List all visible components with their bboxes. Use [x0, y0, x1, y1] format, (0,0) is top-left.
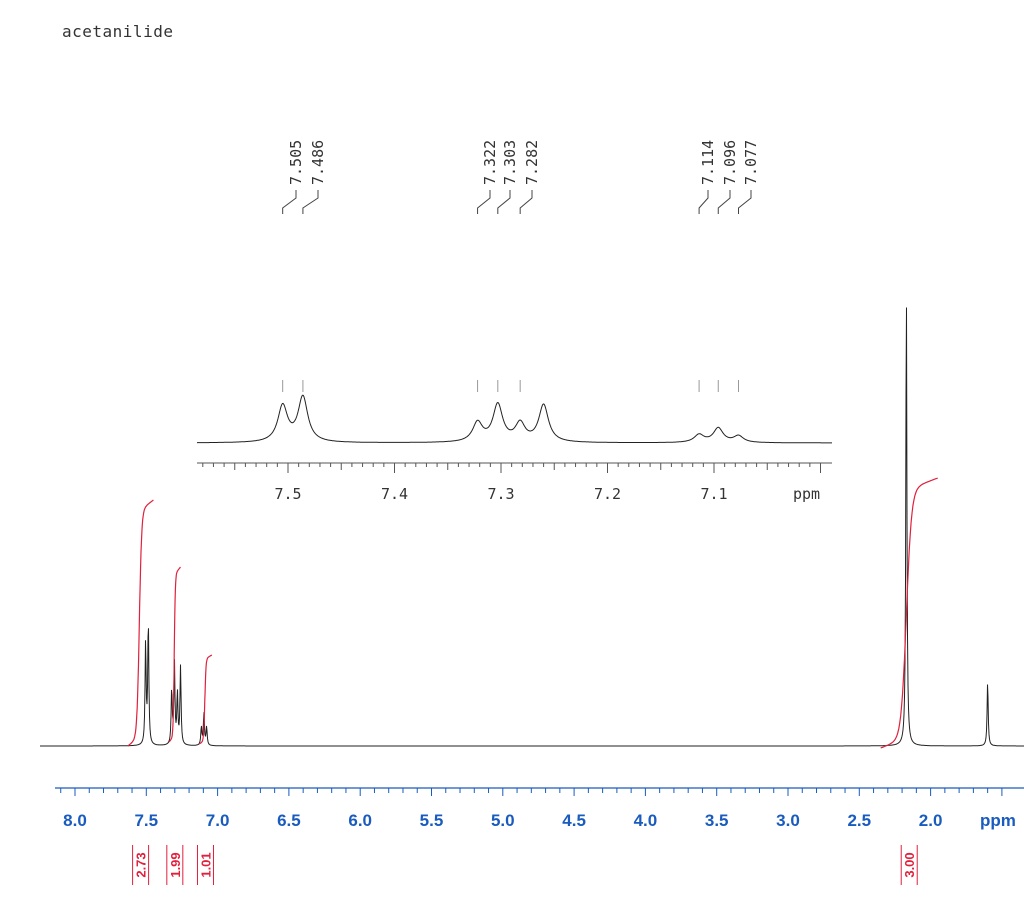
x-tick-label: 4.5 [562, 811, 586, 830]
integral-value-label: 3.00 [902, 852, 918, 878]
x-tick-label: 5.5 [419, 811, 444, 830]
peak-label-connector [283, 190, 296, 214]
integral-label-group [133, 845, 149, 885]
inset-spectrum-layer [197, 140, 832, 503]
integral-value-label: 1.01 [198, 852, 214, 878]
peak-label: 7.077 [742, 139, 760, 185]
x-tick-label: 5.0 [490, 811, 515, 830]
x-tick-label: 3.5 [704, 811, 729, 830]
integral-label-group [197, 845, 213, 885]
peak-label-connector [699, 190, 708, 214]
x-tick-label: 2.0 [918, 811, 943, 830]
x-tick-label: 7.0 [205, 811, 230, 830]
chart-title: acetanilide [62, 22, 174, 41]
inset-x-tick-label: 7.5 [274, 485, 302, 503]
integral-label-group [167, 845, 183, 885]
peak-label: 7.505 [287, 139, 305, 185]
inset-x-tick-label: 7.3 [487, 485, 515, 503]
peak-label: 7.322 [481, 139, 499, 185]
peak-label-connector [738, 190, 751, 214]
x-tick-label: 7.5 [134, 811, 159, 830]
integral-value-label: 2.73 [133, 852, 149, 878]
inset-x-axis-unit-label: ppm [793, 485, 821, 503]
peak-label-connector [520, 190, 532, 214]
integral-curve [881, 478, 938, 748]
x-tick-label: 6.0 [348, 811, 373, 830]
spectrum-line [40, 308, 1024, 747]
integral-label-group [901, 845, 917, 885]
peak-label-connector [718, 190, 730, 214]
main-spectrum-layer [40, 308, 1024, 886]
peak-label-connector [303, 190, 318, 214]
peak-label: 7.282 [523, 139, 541, 185]
inset-spectrum-line [197, 395, 832, 443]
inset-x-tick-label: 7.4 [380, 485, 409, 503]
x-tick-label: 2.5 [847, 811, 872, 830]
x-tick-label: 8.0 [63, 811, 87, 830]
peak-label: 7.486 [309, 139, 327, 185]
x-tick-label: 4.0 [633, 811, 658, 830]
peak-label-connector [498, 190, 510, 214]
x-tick-label: 6.5 [277, 811, 301, 830]
peak-label-connector [478, 190, 490, 214]
peak-label: 7.303 [501, 139, 519, 185]
inset-x-tick-label: 7.2 [593, 485, 622, 503]
peak-label: 7.096 [721, 139, 739, 185]
x-tick-label: 3.0 [776, 811, 800, 830]
inset-x-tick-label: 7.1 [700, 485, 728, 503]
x-axis-unit-label: ppm [980, 811, 1016, 830]
peak-label: 7.114 [699, 139, 717, 185]
integral-value-label: 1.99 [167, 852, 183, 878]
